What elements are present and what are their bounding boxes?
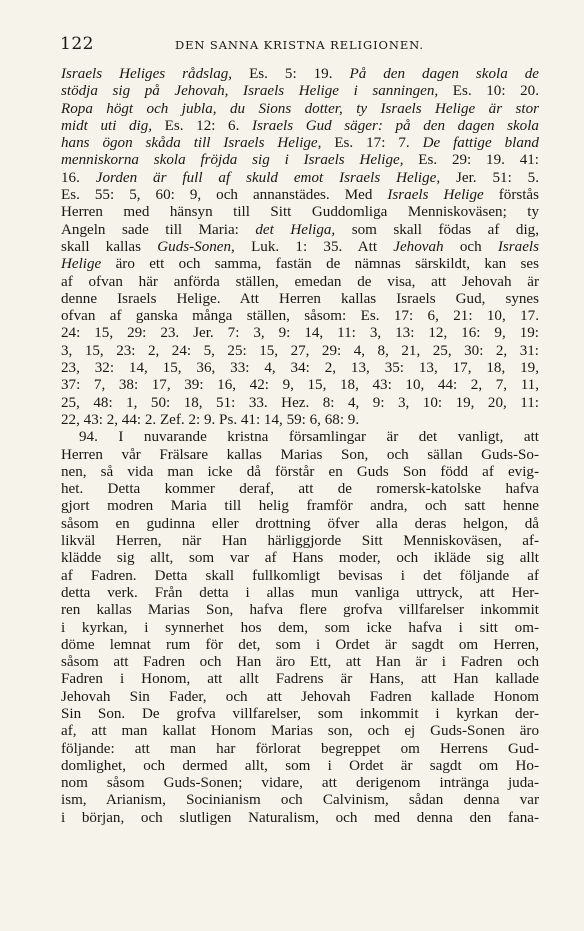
italic-run: midt uti dig,: [61, 117, 153, 134]
text-line: [61, 170, 539, 187]
text-line: [61, 274, 539, 291]
text-run: Fadren i Honom, att allt Fadrens är Hans, att Han kallade: [61, 671, 539, 688]
text-run: nom såsom Guds-Sonen; vidare, att derigenom inträngа juda-: [61, 775, 539, 792]
text-line: [61, 239, 539, 256]
text-run: detta verk. Från detta i allas mun vanliga uttryck, att Her-: [61, 584, 539, 601]
italic-run: Jorden är full af skuld emot Israels Helige,: [95, 169, 441, 186]
text-run: Es. 10: 20.: [438, 83, 539, 100]
text-run: och: [443, 238, 498, 255]
text-line: [61, 516, 539, 533]
italic-run: stödja sig på Jehovah, Israels Helige i sanningen,: [61, 83, 439, 100]
text-run: 24: 15, 29: 23. Jer. 7: 3, 9: 14, 11: 3, 13: 12, 16: 9, 19:: [61, 325, 539, 342]
text-run: Es. 5: 19.: [232, 66, 350, 82]
text-run: skall kallas: [61, 238, 158, 255]
italic-run: Israels Helige: [387, 187, 484, 204]
text-run: 23, 32: 14, 15, 36, 33: 4, 34: 2, 13, 35: 13, 17, 18, 19,: [61, 360, 539, 377]
italic-run: Israels: [497, 238, 539, 255]
body-text: [61, 66, 539, 827]
text-line: [61, 118, 539, 135]
text-run: Es. 55: 5, 60: 9, och annanstädes. Med: [61, 187, 388, 204]
text-line: [61, 291, 539, 308]
text-run: denne Israels Helige. Att Herren kallas Israels Gud, synes: [61, 290, 539, 307]
text-line: [61, 204, 539, 221]
text-run: af ofvan här anförda ställen, emedan de visa, att Jehovah är: [61, 273, 539, 290]
text-run: ism, Arianism, Socinianism och Calvinism, sådan denna var: [61, 792, 539, 809]
text-line: [61, 135, 539, 152]
text-run: som skall födas af dig,: [335, 221, 539, 238]
italic-run: hans ögon skåda till Israels Helige,: [61, 135, 322, 152]
text-run: såsom att Fadren och Han äro Ett, att Han är i Fadren och: [61, 654, 539, 671]
text-run: äro ett och samma, fastän de nämnas särskildt, kan ses: [101, 256, 539, 273]
text-run: Angeln sade till Maria:: [61, 221, 256, 238]
text-line: [61, 723, 539, 740]
text-run: Es. 12: 6.: [152, 117, 252, 134]
text-line: [61, 706, 539, 723]
text-run: ofvan af ganska många ställen, såsom: Es. 17: 6, 21: 10, 17.: [61, 308, 539, 325]
text-line: [61, 325, 539, 342]
text-line: [61, 620, 539, 637]
text-line: [61, 429, 539, 446]
text-run: 16.: [61, 169, 96, 186]
text-line: [61, 671, 539, 688]
text-line: [61, 101, 539, 118]
text-run: af, att man kallat Honom Marias son, och ej Guds-Sonen äro: [61, 723, 539, 740]
text-run: Jehovah Sin Fader, och att Jehovah Fadren kallade Honom: [61, 688, 539, 705]
text-line: [61, 758, 539, 775]
text-run: såsom en gudinna eller drottning öfver alla deras helgon, då: [61, 515, 539, 532]
text-line: [61, 308, 539, 325]
page-header: [60, 34, 538, 54]
text-run: af Fadren. Detta skall fullkomligt bevisas i det följande af: [61, 567, 539, 584]
italic-run: Jehovah: [393, 238, 444, 255]
text-line: [61, 83, 539, 100]
text-line: [61, 498, 539, 515]
text-run: Herren vår Frälsare kallas Marias Son, och sällan Guds-So-: [61, 446, 539, 463]
italic-run: det Heliga,: [255, 221, 336, 238]
running-title: DEN SANNA KRISTNA RELIGIONEN.: [175, 38, 424, 52]
text-run: Sin Son. De grofva villfarelser, som inkommit i kyrkan der-: [61, 705, 539, 722]
text-run: gjort modren Maria till helig framför andra, och satt henne: [61, 498, 539, 515]
text-line: [61, 689, 539, 706]
italic-run: Israels Heliges rådslag,: [61, 66, 233, 82]
text-run: likväl Herren, när Han härliggjorde Sitt Menniskoväsen, af-: [61, 533, 539, 550]
text-run: Herren med hänsyn till Sitt Guddomliga Menniskoväsen; ty: [61, 204, 539, 221]
text-line: [61, 741, 539, 758]
text-run: Es. 17: 7.: [321, 135, 423, 152]
text-line: [61, 377, 539, 394]
text-run: Es. 29: 19. 41:: [403, 152, 539, 169]
text-line: [61, 222, 539, 239]
text-run: i början, och slutligen Naturalism, och med denna den fana-: [61, 809, 539, 826]
italic-run: Ropa högt och jubla, du Sions dotter, ty Israels Helige är stor: [61, 100, 539, 117]
text-run: i kyrkan, i synnerhet hos dem, som icke hafva i sitt om-: [61, 619, 539, 636]
italic-run: På den dagen skola de: [349, 66, 539, 82]
text-line: [61, 152, 539, 169]
text-run: 37: 7, 38: 17, 39: 16, 42: 9, 15, 18, 43: 10, 44: 2, 7, 11,: [61, 377, 539, 394]
text-line: [61, 360, 539, 377]
text-line: [61, 412, 539, 429]
text-run: 94. I nuvarande kristna församlingar är det vanligt, att: [79, 429, 539, 446]
text-run: 25, 48: 1, 50: 18, 51: 33. Hez. 8: 4, 9: 3, 10: 19, 20, 11:: [61, 394, 539, 411]
text-line: [61, 533, 539, 550]
text-run: följande: att man har förlorat begreppet om Herrens Gud-: [61, 740, 539, 757]
text-line: [61, 810, 539, 827]
text-run: Luk. 1: 35. Att: [234, 238, 394, 255]
text-line: [61, 395, 539, 412]
italic-run: Helige: [61, 256, 102, 273]
italic-run: Israels Gud säger: på den dagen skola: [252, 117, 539, 134]
text-run: ren kallas Marias Son, hafva flere grofva villfarelser inkommit: [61, 602, 539, 619]
text-line: [61, 585, 539, 602]
text-run: domlighet, och dermed allt, som i Ordet är sagdt om Ho-: [61, 757, 539, 774]
text-line: [61, 792, 539, 809]
italic-run: Guds-Sonen,: [157, 238, 235, 255]
italic-run: menniskorna skola fröjda sig i Israels Helige,: [61, 152, 404, 169]
text-line: [61, 602, 539, 619]
text-run: Jer. 51: 5.: [440, 169, 539, 186]
text-line: [61, 464, 539, 481]
text-line: [61, 568, 539, 585]
text-line: [61, 775, 539, 792]
italic-run: De fattige bland: [422, 135, 539, 152]
text-line: [61, 187, 539, 204]
text-run: döme lemnat rum för det, som i Ordet är sagdt om Herren,: [61, 636, 539, 653]
text-line: [61, 343, 539, 360]
text-line: [61, 637, 539, 654]
text-run: het. Detta kommer deraf, att de romersk-katolske hafva: [61, 481, 539, 498]
text-run: 3, 15, 23: 2, 24: 5, 25: 15, 27, 29: 4, 8, 21, 25, 30: 2, 31:: [61, 342, 539, 359]
text-run: förstås: [483, 187, 539, 204]
text-run: 22, 43: 2, 44: 2. Zef. 2: 9. Ps. 41: 14, 59: 6, 68: 9.: [61, 411, 360, 428]
text-line: [61, 256, 539, 273]
page-number: 122: [60, 34, 94, 54]
text-line: [61, 550, 539, 567]
text-run: klädde sig allt, som var af Hans moder, och ikläde sig allt: [61, 550, 539, 567]
text-line: [61, 66, 539, 83]
text-line: [61, 654, 539, 671]
text-line: [61, 481, 539, 498]
text-line: [61, 447, 539, 464]
text-run: nen, så vida man icke då förstår en Guds Son född af evig-: [61, 463, 539, 480]
